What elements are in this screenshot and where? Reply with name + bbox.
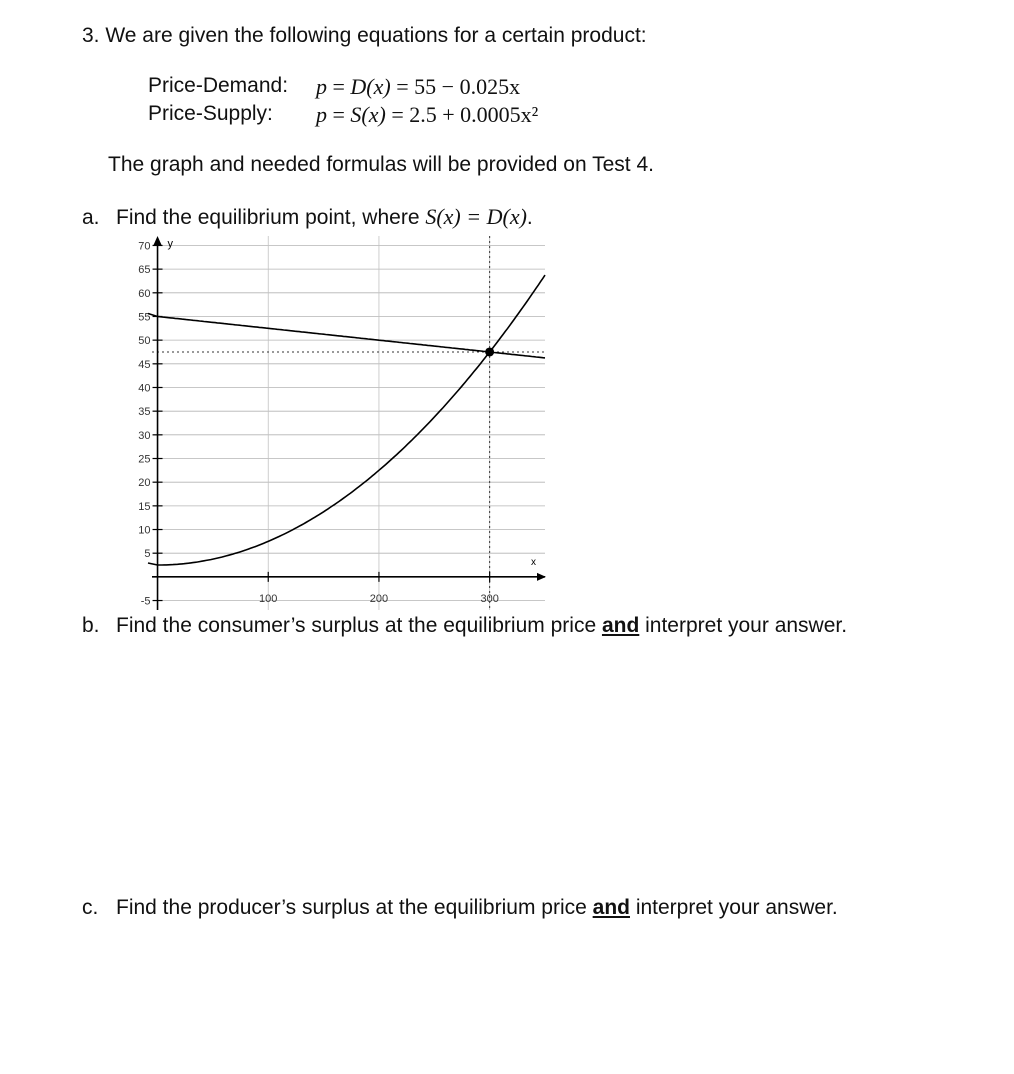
demand-fn: D(x) (350, 74, 391, 99)
y-tick-label-25: 25 (138, 453, 151, 466)
y-tick-label-50: 50 (138, 335, 151, 348)
supply-formula: p = S(x) = 2.5 + 0.0005x² (316, 102, 539, 127)
supply-equation (148, 102, 273, 126)
y-axis-arrow (154, 236, 162, 245)
part-c-letter: c. (82, 896, 99, 919)
equilibrium-point (485, 347, 494, 356)
supply-fn: S(x) (350, 102, 386, 127)
y-tick-label-10: 10 (138, 524, 151, 537)
x-axis-label: x (531, 556, 536, 568)
part-b-text-after: interpret your answer. (639, 614, 848, 637)
y-tick-label-20: 20 (138, 477, 151, 490)
y-tick-label--5: -5 (140, 595, 151, 608)
demand-rhs: 55 − 0.025x (414, 74, 521, 99)
x-tick-label-300: 300 (480, 592, 499, 605)
grid (154, 236, 545, 610)
part-c-emphasis: and (592, 896, 630, 919)
demand-label: Price-Demand: (148, 74, 289, 97)
y-tick-label-60: 60 (138, 287, 151, 300)
question-title: 3. We are given the following equations for a certain product: (82, 24, 647, 47)
x-tick-label-100: 100 (259, 592, 278, 605)
part-b-letter: b. (82, 614, 100, 637)
part-b-emphasis: and (601, 614, 640, 637)
reference-lines (152, 236, 545, 610)
y-tick-label-70: 70 (138, 240, 151, 253)
x-tick-label-200: 200 (369, 592, 389, 605)
y-tick-label-55: 55 (138, 311, 151, 324)
part-b-text-before: Find the consumer’s surplus at the equilibrium price (116, 614, 602, 637)
y-tick-label-35: 35 (138, 406, 151, 419)
part-a-end: . (526, 206, 533, 229)
y-tick-label-5: 5 (144, 548, 151, 561)
demand-lhs: p (316, 74, 327, 99)
part-c (82, 896, 838, 920)
part-a-letter: a. (82, 206, 100, 229)
part-b (82, 614, 847, 638)
y-tick-label-30: 30 (138, 429, 151, 442)
supply-lhs: p (316, 102, 327, 127)
supply-label: Price-Supply: (148, 102, 273, 125)
tick-labels (138, 238, 536, 608)
y-axis-label: y (167, 238, 174, 250)
demand-formula: p = D(x) = 55 − 0.025x (316, 74, 521, 99)
curves (148, 275, 545, 565)
part-a-math: S(x) = D(x) (425, 204, 527, 229)
y-tick-label-40: 40 (138, 382, 151, 395)
part-a (82, 204, 533, 230)
supply-demand-graph (140, 232, 560, 614)
y-tick-label-45: 45 (138, 358, 151, 371)
part-a-text: Find the equilibrium point, where (116, 206, 426, 229)
axes (152, 236, 546, 610)
x-axis-arrow (537, 573, 546, 581)
part-c-text-before: Find the producer’s surplus at the equilibrium price (116, 896, 593, 919)
y-tick-label-65: 65 (138, 264, 151, 277)
y-tick-label-15: 15 (138, 500, 151, 513)
part-c-text-after: interpret your answer. (629, 896, 838, 919)
test-note: The graph and needed formulas will be provided on Test 4. (108, 153, 654, 176)
supply-curve-stub (148, 563, 158, 565)
series-supply-curve (158, 275, 546, 565)
supply-rhs: 2.5 + 0.0005x² (409, 102, 539, 127)
demand-equation (148, 74, 288, 98)
